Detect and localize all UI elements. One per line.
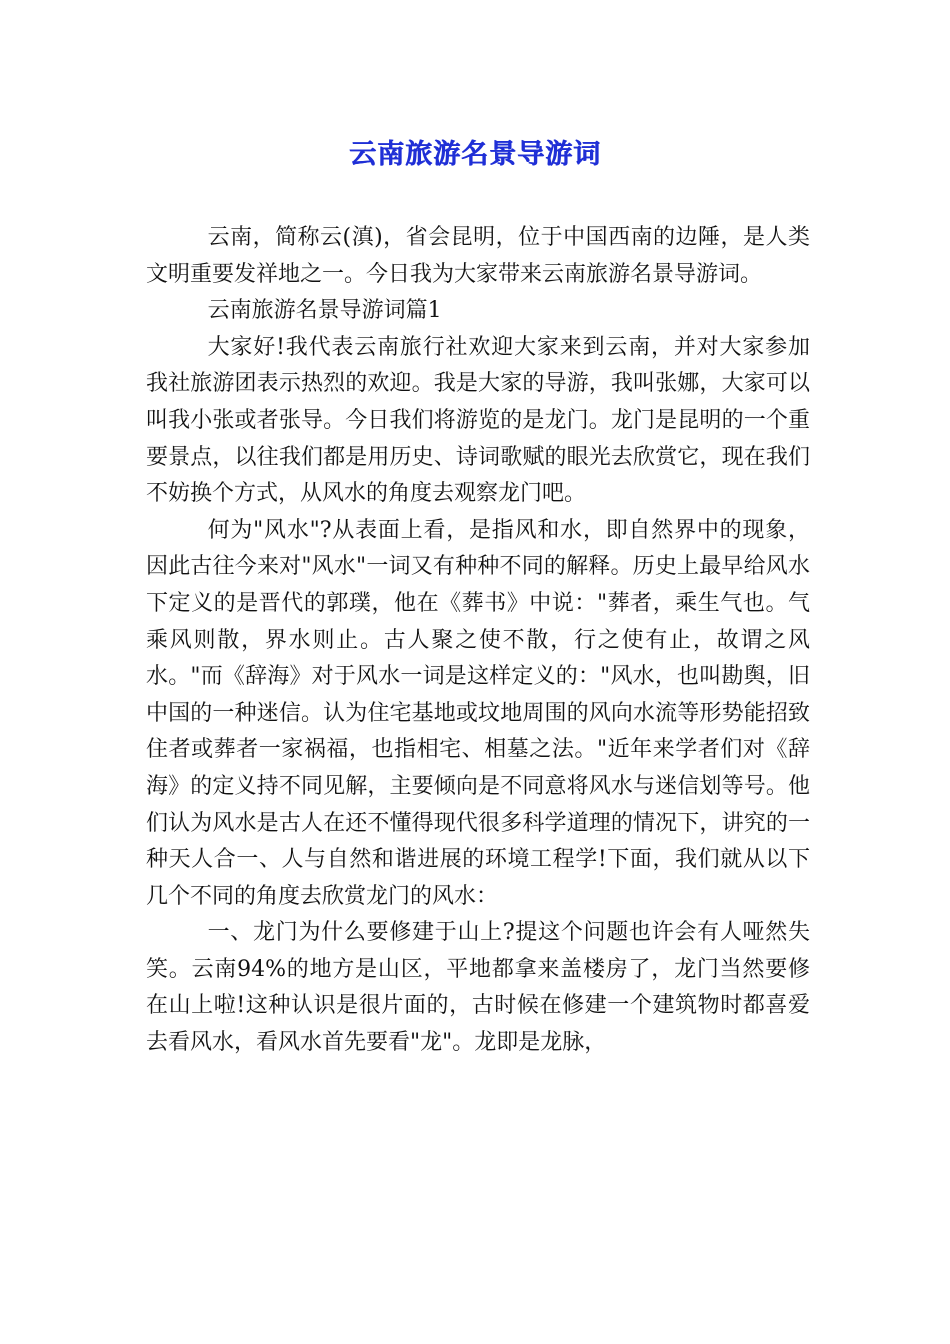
document-title: 云南旅游名景导游词: [349, 139, 601, 170]
paragraph-longmen-mountain: 一、龙门为什么要修建于山上?提这个问题也许会有人哑然失笑。云南94%的地方是山区，平地都拿来盖楼房了，龙门当然要修在山上啦!这种认识是很片面的，古时候在修建一个建筑物时都喜爱去看风水，看风水首先要看"龙"。龙即是龙脉，: [146, 920, 810, 1056]
paragraph-fengshui: 何为"风水"?从表面上看，是指风和水，即自然界中的现象，因此古往今来对"风水"一词又有种种不同的解释。历史上最早给风水下定义的是晋代的郭璞，他在《葬书》中说："葬者，乘生气也。气乘风则散，界水则止。古人聚之使不散，行之使有止，故谓之风水。"而《辞海》对于风水一词是这样定义的："风水，也叫勘舆，旧中国的一种迷信。认为住宅基地或坟地周围的风向水流等形势能招致住者或葬者一家祸福，也指相宅、相墓之法。"近年来学者们对《辞海》的定义持不同见解，主要倾向是不同意将风水与迷信划等号。他们认为风水是古人在还不懂得现代很多科学道理的情况下，讲究的一种天人合一、人与自然和谐进展的环境工程学!下面，我们就从以下几个不同的角度去欣赏龙门的风水：: [146, 517, 810, 909]
paragraph-intro: 云南，简称云(滇)，省会昆明，位于中国西南的边陲，是人类文明重要发祥地之一。今日我为大家带来云南旅游名景导游词。: [146, 225, 810, 287]
paragraph-welcome: 大家好!我代表云南旅行社欢迎大家来到云南，并对大家参加我社旅游团表示热烈的欢迎。我是大家的导游，我叫张娜，大家可以叫我小张或者张导。今日我们将游览的是龙门。龙门是昆明的一个重要景点，以往我们都是用历史、诗词歌赋的眼光去欣赏它，现在我们不妨换个方式，从风水的角度去观察龙门吧。: [146, 334, 810, 507]
section-heading: 云南旅游名景导游词篇1: [207, 298, 442, 324]
document-body: [146, 220, 810, 1062]
